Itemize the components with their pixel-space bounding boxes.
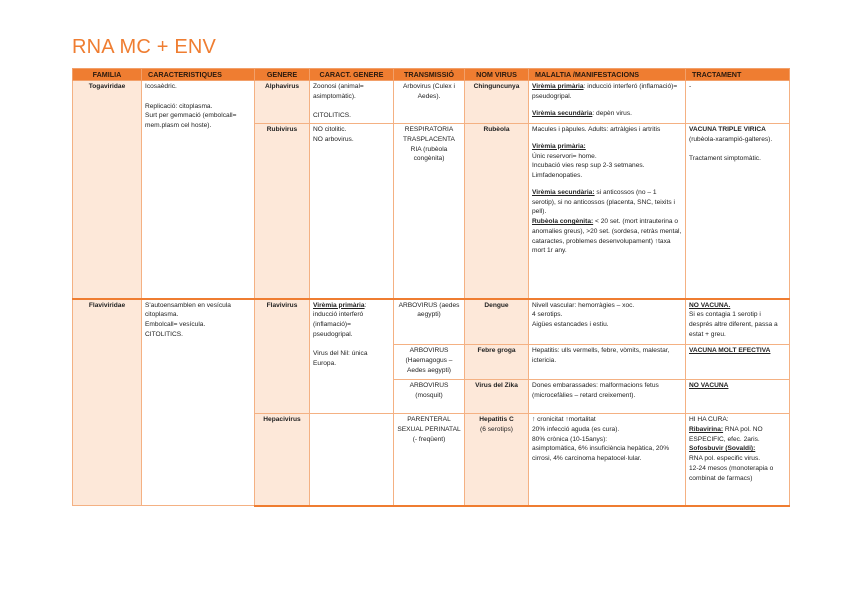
genus-hepacivirus: Hepacivirus: [255, 414, 310, 506]
chikungunya-treatment: -: [686, 81, 790, 124]
zika-transmission: ARBOVIRUS (mosquit): [394, 380, 465, 414]
genus-flavivirus: Flavivirus: [255, 299, 310, 414]
virus-dengue: Dengue: [465, 299, 529, 345]
header-caracteristiques: CARACTERISTIQUES: [142, 69, 255, 81]
virus-zika: Virus del Zika: [465, 380, 529, 414]
virus-hepatitis-c: Hepatitis C (6 serotips): [465, 414, 529, 506]
header-caract-genere: CARACT. GENERE: [310, 69, 394, 81]
togaviridae-characteristics: Icosaèdric. Replicació: citoplasma. Surt per gemmació (embolcall= mem.plasm cel hoste).: [142, 81, 255, 299]
dengue-transmission: ARBOVIRUS (aedes aegypti): [394, 299, 465, 345]
genus-rubivirus: Rubivirus: [255, 124, 310, 299]
hepatitis-c-disease: ↑ cronicitat ↑mortalitat 20% infecció aguda (es cura). 80% crònica (10-15anys): asimptomàtica, 6% insuficiència hepàtica, 20% cirrosi, 4% carcinoma hepatocel·lular.: [529, 414, 686, 506]
header-tractament: TRACTAMENT: [686, 69, 790, 81]
genus-alphavirus: Alphavirus: [255, 81, 310, 124]
alphavirus-transmission: Arbovirus (Culex i Aedes).: [394, 81, 465, 124]
febre-groga-transmission: ARBOVIRUS (Haemagogus – Aedes aegypti): [394, 345, 465, 380]
hepatitis-c-transmission: PARENTERAL SEXUAL PERINATAL (- freqüent): [394, 414, 465, 506]
zika-treatment: NO VACUNA: [686, 380, 790, 414]
flaviviridae-characteristics: S'autoensamblen en vesícula citoplasma. Embolcall= vesícula. CITOLITICS.: [142, 299, 255, 506]
table-row: [73, 81, 790, 124]
dengue-disease: Nivell vascular: hemorràgies – xoc. 4 serotips. Aigües estancades i estiu.: [529, 299, 686, 345]
table-row: [73, 299, 790, 345]
chikungunya-disease: Virèmia primària: inducció interferó (inflamació)= pseudogripal. Virèmia secundària: depèn virus.: [529, 81, 686, 124]
rubeola-disease: Macules i pàpules. Adults: artràlgies i artritis Virèmia primària: Únic reservori= home. Incubació vies resp sup 2-3 setmanes. Limfadenopaties. Virèmia secundària: si anticossos (no – 1 serotip), si no anticossos (placenta, SNC, teixits i pell). Rubèola congènita: < 20 set. (mort intrauterina o anomalies greus), >20 set. (sordesa, retràs mental, cataractes, problemes desenvolupament) ↑taxa mort 1r any.: [529, 124, 686, 299]
dengue-treatment: NO VACUNA. Si es contagia 1 serotip i després altre diferent, passa a estat + greu.: [686, 299, 790, 345]
rubivirus-characteristics: NO citolitic. NO arbovirus.: [310, 124, 394, 299]
header-familia: FAMILIA: [73, 69, 142, 81]
family-flaviviridae: Flaviviridae: [73, 299, 142, 506]
flavivirus-characteristics: Virèmia primària: inducció interferó (inflamació)= pseudogripal. Virus del Nil: única Europa.: [310, 299, 394, 414]
rubivirus-transmission: RESPIRATORIA TRASPLACENTA RIA (rubèola congènita): [394, 124, 465, 299]
hepatitis-c-treatment: HI HA CURA: Ribavirina: RNA pol. NO ESPECIFIC, efec. 2aris. Sofosbuvir (Sovaldi): RNA pol. especific virus. 12-24 mesos (monoterapia o combinat de farmacs): [686, 414, 790, 506]
hepacivirus-characteristics: [310, 414, 394, 506]
header-genere: GENERE: [255, 69, 310, 81]
rubeola-treatment: VACUNA TRIPLE VIRICA (rubèola-xarampió-galteres). Tractament simptomàtic.: [686, 124, 790, 299]
header-transmissio: TRANSMISSIÓ: [394, 69, 465, 81]
table-header-row: [73, 69, 790, 81]
febre-groga-disease: Hepatitis: ulls vermells, febre, vòmits, malestar, ictericia.: [529, 345, 686, 380]
family-togaviridae: Togaviridae: [73, 81, 142, 299]
virus-rubeola: Rubèola: [465, 124, 529, 299]
header-malaltia: MALALTIA /MANIFESTACIONS: [529, 69, 686, 81]
virus-febre-groga: Febre groga: [465, 345, 529, 380]
header-nom-virus: NOM VIRUS: [465, 69, 529, 81]
virus-table: [72, 68, 790, 507]
alphavirus-characteristics: Zoonosi (animal= asimptomàtic). CITOLITICS.: [310, 81, 394, 124]
page-title: RNA MC + ENV: [72, 36, 217, 58]
zika-disease: Dones embarassades: malformacions fetus (microcefàlies – retard creixement).: [529, 380, 686, 414]
virus-chikungunya: Chinguncunya: [465, 81, 529, 124]
febre-groga-treatment: VACUNA MOLT EFECTIVA: [686, 345, 790, 380]
